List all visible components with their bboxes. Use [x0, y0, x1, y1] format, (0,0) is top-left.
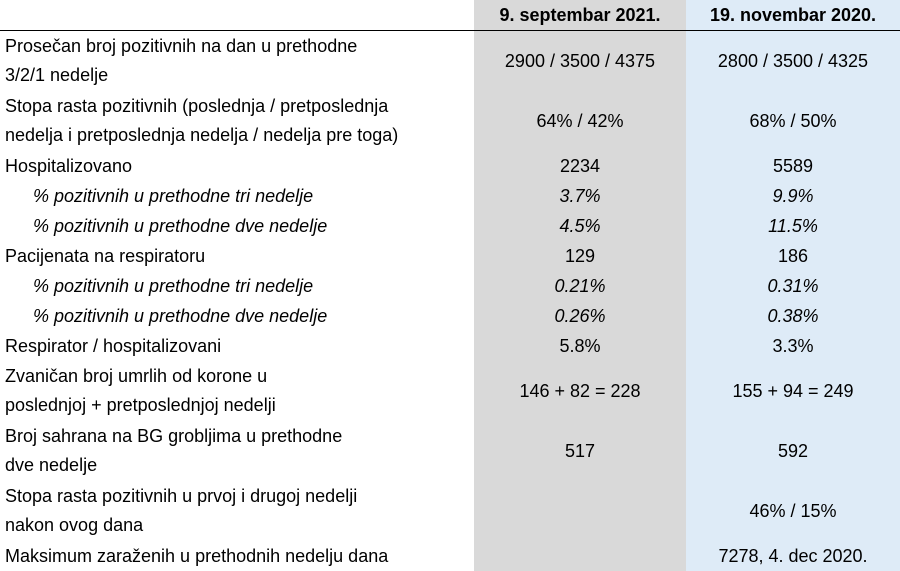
row-label-line: Zvaničan broj umrlih od korone u: [5, 366, 268, 386]
value-september-2021: 64% / 42%: [474, 91, 686, 151]
value-november-2020: 0.31%: [686, 271, 900, 301]
row-label: [0, 361, 474, 421]
row-label: [0, 481, 474, 541]
row-label-line: 3/2/1 nedelje: [5, 65, 109, 85]
value-september-2021: 129: [474, 241, 686, 271]
value-november-2020: 7278, 4. dec 2020.: [686, 541, 900, 571]
row-label: [0, 31, 474, 92]
value-september-2021: 146 + 82 = 228: [474, 361, 686, 421]
row-label-line: Broj sahrana na BG grobljima u prethodne: [5, 426, 343, 446]
row-label: Hospitalizovano: [5, 156, 133, 176]
row-label: Maksimum zaraženih u prethodnih nedelju dana: [5, 546, 389, 566]
table-row: [0, 541, 900, 571]
row-label-line: dve nedelje: [5, 455, 98, 475]
row-sublabel: % pozitivnih u prethodne tri nedelje: [33, 186, 314, 206]
value-november-2020: 2800 / 3500 / 4325: [686, 31, 900, 92]
value-september-2021: [474, 541, 686, 571]
table-row: [0, 151, 900, 181]
row-label: Pacijenata na respiratoru: [5, 246, 206, 266]
row-sublabel: % pozitivnih u prethodne tri nedelje: [33, 276, 314, 296]
value-september-2021: [474, 481, 686, 541]
table-row: [0, 91, 900, 151]
row-sublabel: % pozitivnih u prethodne dve nedelje: [33, 306, 328, 326]
value-november-2020: 155 + 94 = 249: [686, 361, 900, 421]
value-november-2020: 9.9%: [686, 181, 900, 211]
value-november-2020: 0.38%: [686, 301, 900, 331]
table-row: [0, 211, 900, 241]
row-label: Respirator / hospitalizovani: [5, 336, 222, 356]
table-row: [0, 31, 900, 92]
table-row: [0, 481, 900, 541]
table-row: [0, 361, 900, 421]
table-row: [0, 421, 900, 481]
value-september-2021: 0.26%: [474, 301, 686, 331]
value-september-2021: 4.5%: [474, 211, 686, 241]
header-row: [0, 0, 900, 31]
value-september-2021: 517: [474, 421, 686, 481]
value-september-2021: 2234: [474, 151, 686, 181]
value-november-2020: 68% / 50%: [686, 91, 900, 151]
row-label: [0, 91, 474, 151]
row-sublabel: % pozitivnih u prethodne dve nedelje: [33, 216, 328, 236]
row-label-line: nakon ovog dana: [5, 515, 144, 535]
value-november-2020: 46% / 15%: [686, 481, 900, 541]
row-label-line: poslednjoj + pretposlednjoj nedelji: [5, 395, 276, 415]
row-label: [0, 421, 474, 481]
table-row: [0, 301, 900, 331]
table-row: [0, 181, 900, 211]
row-label-line: nedelja i pretposlednja nedelja / nedelja pre toga): [5, 125, 399, 145]
value-november-2020: 5589: [686, 151, 900, 181]
value-september-2021: 0.21%: [474, 271, 686, 301]
table-row: [0, 241, 900, 271]
row-label-line: Stopa rasta pozitivnih u prvoj i drugoj nedelji: [5, 486, 358, 506]
table-row: [0, 331, 900, 361]
value-september-2021: 3.7%: [474, 181, 686, 211]
row-label-line: Prosečan broj pozitivnih na dan u prethodne: [5, 36, 358, 56]
table-row: [0, 271, 900, 301]
header-blank-cell: [0, 0, 474, 31]
value-september-2021: 5.8%: [474, 331, 686, 361]
value-november-2020: 592: [686, 421, 900, 481]
value-november-2020: 186: [686, 241, 900, 271]
value-november-2020: 3.3%: [686, 331, 900, 361]
value-november-2020: 11.5%: [686, 211, 900, 241]
value-september-2021: 2900 / 3500 / 4375: [474, 31, 686, 92]
header-date-september-2021: 9. septembar 2021.: [474, 0, 686, 31]
header-date-november-2020: 19. novembar 2020.: [686, 0, 900, 31]
row-label-line: Stopa rasta pozitivnih (poslednja / pretposlednja: [5, 96, 389, 116]
